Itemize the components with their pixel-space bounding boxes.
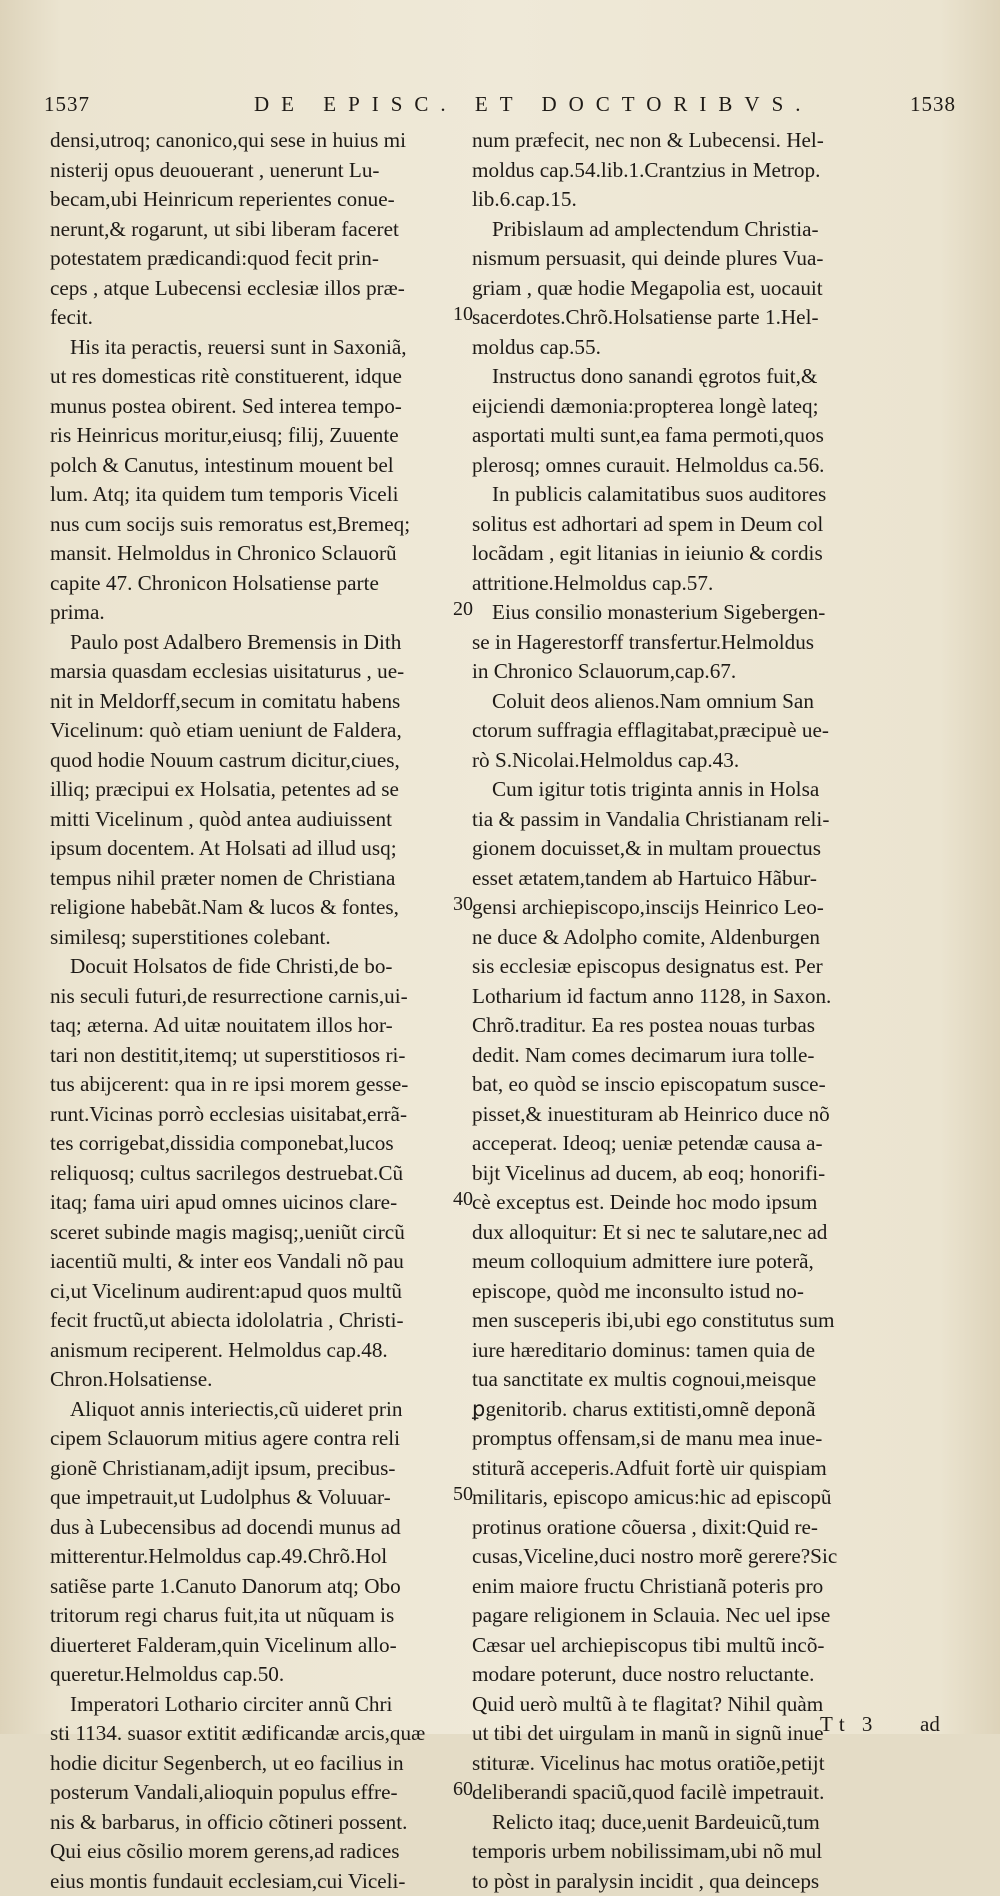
text-line: Eius consilio monasterium Sigebergen- xyxy=(472,598,887,628)
paragraph xyxy=(50,628,465,953)
text-line: polch & Canutus, intestinum mouent bel xyxy=(50,451,465,481)
text-line: nis seculi futuri,de resurrectione carnis,ui- xyxy=(50,982,465,1012)
text-line: que impetrauit,ut Ludolphus & Voluuar- xyxy=(50,1483,465,1513)
text-line: tus abijcerent: qua in re ipsi morem gesse- xyxy=(50,1070,465,1100)
text-line: anismum reciperent. Helmoldus cap.48. xyxy=(50,1336,465,1366)
text-line: diuerteret Falderam,quin Vicelinum allo- xyxy=(50,1631,465,1661)
text-line: Lotharium id factum anno 1128, in Saxon. xyxy=(472,982,887,1012)
line-number: 40 xyxy=(453,1188,473,1211)
text-line: nus cum socijs suis remoratus est,Bremeq; xyxy=(50,510,465,540)
text-line: Vicelinum: quò etiam ueniunt de Faldera, xyxy=(50,716,465,746)
text-line: mansit. Helmoldus in Chronico Sclauorũ xyxy=(50,539,465,569)
text-line: marsia quasdam ecclesias uisitaturus , ue- xyxy=(50,657,465,687)
text-line: episcope, quòd me inconsulto istud no- xyxy=(472,1277,887,1307)
text-line: becam,ubi Heinricum reperientes conue- xyxy=(50,185,465,215)
text-line: sceret subinde magis magisq;,ueniũt circũ xyxy=(50,1218,465,1248)
text-line: protinus oratione cõuersa , dixit:Quid re- xyxy=(472,1513,887,1543)
text-line: Chron.Holsatiense. xyxy=(50,1365,465,1395)
text-line: dux alloquitur: Et si nec te salutare,nec ad xyxy=(472,1218,887,1248)
text-line: ꝑgenitorib. charus extitisti,omnẽ deponã xyxy=(472,1395,887,1425)
line-number: 30 xyxy=(453,893,473,916)
text-line: griam , quæ hodie Megapolia est, uocauit xyxy=(472,274,887,304)
text-line: plerosq; omnes curauit. Helmoldus ca.56. xyxy=(472,451,887,481)
text-line: ut res domesticas ritè constituerent, idque xyxy=(50,362,465,392)
text-line: ipsum docentem. At Holsati ad illud usq; xyxy=(50,834,465,864)
text-line: tes corrigebat,dissidia componebat,lucos xyxy=(50,1129,465,1159)
text-line: to pòst in paralysin incidit , qua deinceps xyxy=(472,1867,887,1896)
text-line: Docuit Holsatos de fide Christi,de bo- xyxy=(50,952,465,982)
text-line: densi,utroq; canonico,qui sese in huius mi xyxy=(50,126,465,156)
text-line: promptus offensam,si de manu mea inue- xyxy=(472,1424,887,1454)
paragraph xyxy=(50,1690,465,1896)
text-line: Relicto itaq; duce,uenit Bardeuicũ,tum xyxy=(472,1808,887,1838)
text-line: meum colloquium admittere iure poterã, xyxy=(472,1247,887,1277)
text-line: Pribislaum ad amplectendum Christia- xyxy=(472,215,887,245)
text-line: mitterentur.Helmoldus cap.49.Chrõ.Hol xyxy=(50,1542,465,1572)
text-line: moldus cap.54.lib.1.Crantzius in Metrop. xyxy=(472,156,887,186)
text-line: cè exceptus est. Deinde hoc modo ipsum xyxy=(472,1188,887,1218)
text-line: cipem Sclauorum mitius agere contra reli xyxy=(50,1424,465,1454)
line-number: 10 xyxy=(453,303,473,326)
text-line: eius montis fundauit ecclesiam,cui Viceli- xyxy=(50,1867,465,1896)
text-line: illiq; præcipui ex Holsatia, petentes ad se xyxy=(50,775,465,805)
text-line: taq; æterna. Ad uitæ nouitatem illos hor- xyxy=(50,1011,465,1041)
paragraph xyxy=(472,1808,887,1896)
text-column-right xyxy=(472,126,887,1896)
text-line: prima. xyxy=(50,598,465,628)
text-line: ctorum suffragia efflagitabat,præcipuè ue- xyxy=(472,716,887,746)
text-line: capite 47. Chronicon Holsatiense parte xyxy=(50,569,465,599)
text-line: Paulo post Adalbero Bremensis in Dith xyxy=(50,628,465,658)
paragraph xyxy=(50,333,465,628)
text-line: runt.Vicinas porrò ecclesias uisitabat,errã- xyxy=(50,1100,465,1130)
page-number-right: 1538 xyxy=(910,92,956,117)
text-line: Instructus dono sanandi ęgrotos fuit,& xyxy=(472,362,887,392)
text-line: se in Hagerestorff transfertur.Helmoldus xyxy=(472,628,887,658)
text-line: lum. Atq; ita quidem tum temporis Viceli xyxy=(50,480,465,510)
text-line: stiturã acceperis.Adfuit fortè uir quispiam xyxy=(472,1454,887,1484)
text-line: tua sanctitate ex multis cognoui,meisque xyxy=(472,1365,887,1395)
text-line: solitus est adhortari ad spem in Deum col xyxy=(472,510,887,540)
text-line: moldus cap.55. xyxy=(472,333,887,363)
text-line: attritione.Helmoldus cap.57. xyxy=(472,569,887,599)
text-line: tia & passim in Vandalia Christianam reli- xyxy=(472,805,887,835)
line-number: 50 xyxy=(453,1483,473,1506)
text-line: enim maiore fructu Christianã poteris pro xyxy=(472,1572,887,1602)
text-line: Imperatori Lothario circiter annũ Chri xyxy=(50,1690,465,1720)
text-line: esset ætatem,tandem ab Hartuico Hãbur- xyxy=(472,864,887,894)
text-line: stituræ. Vicelinus hac motus oratiõe,petijt xyxy=(472,1749,887,1779)
text-line: gensi archiepiscopo,inscijs Heinrico Leo- xyxy=(472,893,887,923)
text-line: tritorum regi charus fuit,ita ut nũquam is xyxy=(50,1601,465,1631)
running-header xyxy=(44,92,956,122)
text-line: religione habebãt.Nam & lucos & fontes, xyxy=(50,893,465,923)
text-line: nerunt,& rogarunt, ut sibi liberam faceret xyxy=(50,215,465,245)
running-title: DE EPISC. ET DOCTORIBVS. xyxy=(254,92,813,117)
text-line: rò S.Nicolai.Helmoldus cap.43. xyxy=(472,746,887,776)
paragraph xyxy=(472,480,887,598)
page-number-left: 1537 xyxy=(44,92,90,117)
text-line: nisterij opus deuouerant , uenerunt Lu- xyxy=(50,156,465,186)
text-line: num præfecit, nec non & Lubecensi. Hel- xyxy=(472,126,887,156)
text-line: sis ecclesiæ episcopus designatus est. Per xyxy=(472,952,887,982)
text-line: fecit. xyxy=(50,303,465,333)
text-line: men susceperis ibi,ubi ego constitutus sum xyxy=(472,1306,887,1336)
text-line: locãdam , egit litanias in ieiunio & cordis xyxy=(472,539,887,569)
text-line: tempus nihil præter nomen de Christiana xyxy=(50,864,465,894)
text-line: tari non destitit,itemq; ut superstitiosos ri- xyxy=(50,1041,465,1071)
paragraph xyxy=(50,126,465,333)
text-line: deliberandi spaciũ,quod facilè impetrauit. xyxy=(472,1778,887,1808)
catchword: ad xyxy=(920,1712,940,1737)
text-line: pisset,& inuestituram ab Heinrico duce nõ xyxy=(472,1100,887,1130)
text-line: sti 1134. suasor extitit ædificandæ arcis,quæ xyxy=(50,1719,465,1749)
text-line: In publicis calamitatibus suos auditores xyxy=(472,480,887,510)
text-line: Quid uerò multũ à te flagitat? Nihil quàm xyxy=(472,1690,887,1720)
text-line: iure hæreditario dominus: tamen quia de xyxy=(472,1336,887,1366)
text-line: fecit fructũ,ut abiecta idololatria , Christi- xyxy=(50,1306,465,1336)
text-line: ut tibi det uirgulam in manũ in signũ inue xyxy=(472,1719,887,1749)
text-line: His ita peractis, reuersi sunt in Saxoniã, xyxy=(50,333,465,363)
text-line: iacentiũ multi, & inter eos Vandali nõ pau xyxy=(50,1247,465,1277)
text-line: temporis urbem nobilissimam,ubi nõ mul xyxy=(472,1837,887,1867)
text-line: sacerdotes.Chrõ.Holsatiense parte 1.Hel- xyxy=(472,303,887,333)
signature-mark: Tt 3 xyxy=(820,1712,878,1737)
paragraph xyxy=(472,598,887,687)
text-line: potestatem prædicandi:quod fecit prin- xyxy=(50,244,465,274)
text-line: nismum persuasit, qui deinde plures Vua- xyxy=(472,244,887,274)
text-line: hodie dicitur Segenberch, ut eo facilius in xyxy=(50,1749,465,1779)
text-line: eijciendi dæmonia:propterea longè lateq; xyxy=(472,392,887,422)
paragraph xyxy=(472,775,887,1808)
paragraph xyxy=(472,687,887,776)
text-line: lib.6.cap.15. xyxy=(472,185,887,215)
text-line: gionẽ Christianam,adijt ipsum, precibus- xyxy=(50,1454,465,1484)
text-line: Cum igitur totis triginta annis in Holsa xyxy=(472,775,887,805)
text-line: ne duce & Adolpho comite, Aldenburgen xyxy=(472,923,887,953)
text-line: in Chronico Sclauorum,cap.67. xyxy=(472,657,887,687)
text-line: posterum Vandali,alioquin populus effre- xyxy=(50,1778,465,1808)
text-line: dus à Lubecensibus ad docendi munus ad xyxy=(50,1513,465,1543)
line-number: 20 xyxy=(453,598,473,621)
text-line: militaris, episcopo amicus:hic ad episcopũ xyxy=(472,1483,887,1513)
text-line: nit in Meldorff,secum in comitatu habens xyxy=(50,687,465,717)
paragraph xyxy=(472,362,887,480)
text-line: Coluit deos alienos.Nam omnium San xyxy=(472,687,887,717)
text-column-left xyxy=(50,126,465,1896)
text-line: Cæsar uel archiepiscopus tibi multũ incõ- xyxy=(472,1631,887,1661)
text-line: munus postea obirent. Sed interea tempo- xyxy=(50,392,465,422)
text-line: itaq; fama uiri apud omnes uicinos clare- xyxy=(50,1188,465,1218)
text-line: acceperat. Ideoq; ueniæ petendæ causa a- xyxy=(472,1129,887,1159)
paragraph xyxy=(472,126,887,215)
text-line: similesq; superstitiones colebant. xyxy=(50,923,465,953)
text-line: Chrõ.traditur. Ea res postea nouas turbas xyxy=(472,1011,887,1041)
text-line: Qui eius cõsilio morem gerens,ad radices xyxy=(50,1837,465,1867)
line-number: 60 xyxy=(453,1778,473,1801)
text-line: nis & barbarus, in officio cõtineri possent. xyxy=(50,1808,465,1838)
text-line: modare poterunt, duce nostro reluctante. xyxy=(472,1660,887,1690)
text-line: reliquosq; cultus sacrilegos destruebat.Cũ xyxy=(50,1159,465,1189)
text-line: quod hodie Nouum castrum dicitur,ciues, xyxy=(50,746,465,776)
paragraph xyxy=(50,1395,465,1690)
text-line: bat, eo quòd se inscio episcopatum susce- xyxy=(472,1070,887,1100)
text-line: asportati multi sunt,ea fama permoti,quos xyxy=(472,421,887,451)
paragraph xyxy=(50,952,465,1395)
text-line: ceps , atque Lubecensi ecclesiæ illos præ- xyxy=(50,274,465,304)
text-line: ci,ut Vicelinum audirent:apud quos multũ xyxy=(50,1277,465,1307)
text-line: satiẽse parte 1.Canuto Danorum atq; Obo xyxy=(50,1572,465,1602)
text-line: pagare religionem in Sclauia. Nec uel ipse xyxy=(472,1601,887,1631)
text-line: mitti Vicelinum , quòd antea audiuissent xyxy=(50,805,465,835)
text-line: cusas,Viceline,duci nostro morẽ gerere?Sic xyxy=(472,1542,887,1572)
text-line: gionem docuisset,& in multam prouectus xyxy=(472,834,887,864)
text-line: dedit. Nam comes decimarum iura tolle- xyxy=(472,1041,887,1071)
paragraph xyxy=(472,215,887,363)
text-line: queretur.Helmoldus cap.50. xyxy=(50,1660,465,1690)
text-line: ris Heinricus moritur,eiusq; filij, Zuuente xyxy=(50,421,465,451)
text-line: Aliquot annis interiectis,cũ uideret prin xyxy=(50,1395,465,1425)
text-line: bijt Vicelinus ad ducem, ab eoq; honorifi- xyxy=(472,1159,887,1189)
